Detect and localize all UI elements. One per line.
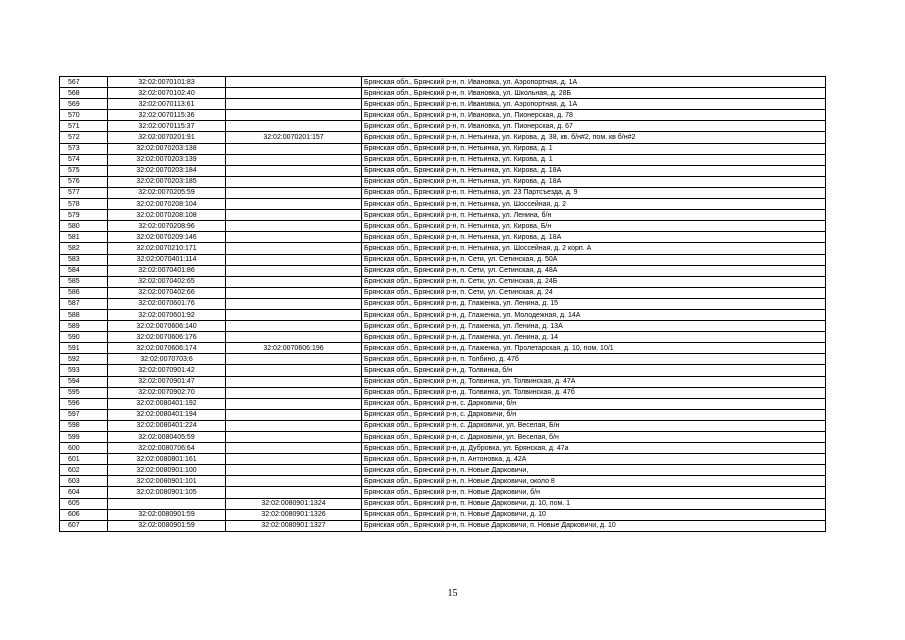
cadastral-number: 32:02:0070208:96	[108, 221, 226, 232]
row-number: 584	[60, 265, 108, 276]
cadastral-number: 32:02:0070208:104	[108, 199, 226, 210]
room-cadastral-number	[226, 309, 362, 320]
cadastral-number	[108, 498, 226, 509]
row-number: 573	[60, 143, 108, 154]
row-number: 578	[60, 199, 108, 210]
row-number: 583	[60, 254, 108, 265]
row-number: 603	[60, 476, 108, 487]
address-cell: Брянская обл., Брянский р-н, п. Нетьинка, ул. Кирова, д. 1	[362, 143, 826, 154]
row-number: 597	[60, 409, 108, 420]
table-row	[60, 77, 826, 88]
room-cadastral-number	[226, 165, 362, 176]
address-cell: Брянская обл., Брянский р-н, п. Нетьинка, ул. Кирова, Б/н	[362, 221, 826, 232]
room-cadastral-number	[226, 365, 362, 376]
row-number: 571	[60, 121, 108, 132]
room-cadastral-number	[226, 432, 362, 443]
cadastral-number: 32:02:0080405:59	[108, 432, 226, 443]
address-cell: Брянская обл., Брянский р-н, п. Нетьинка, ул. 23 Партсъезда, д. 9	[362, 187, 826, 198]
address-cell: Брянская обл., Брянский р-н, д. Толвинка, ул. Толвинская, д. 47б	[362, 387, 826, 398]
room-cadastral-number	[226, 187, 362, 198]
room-cadastral-number	[226, 321, 362, 332]
table-row	[60, 343, 826, 354]
cadastral-number: 32:02:0080801:161	[108, 454, 226, 465]
address-cell: Брянская обл., Брянский р-н, п. Ивановка, ул. Аэропортная, д. 1А	[362, 77, 826, 88]
row-number: 576	[60, 176, 108, 187]
address-cell: Брянская обл., Брянский р-н, с. Дарковичи, б/н	[362, 398, 826, 409]
room-cadastral-number	[226, 376, 362, 387]
table-row	[60, 420, 826, 431]
address-cell: Брянская обл., Брянский р-н, п. Ивановка, ул. Пионерская, д. 67	[362, 121, 826, 132]
row-number: 601	[60, 454, 108, 465]
table-row	[60, 498, 826, 509]
table-row	[60, 432, 826, 443]
room-cadastral-number	[226, 476, 362, 487]
row-number: 581	[60, 232, 108, 243]
cadastral-number: 32:02:0070201:91	[108, 132, 226, 143]
address-cell: Брянская обл., Брянский р-н, п. Нетьинка, ул. Кирова, д. 38, кв. б/н#2, пом. кв б/н#2	[362, 132, 826, 143]
page-number: 15	[447, 588, 458, 599]
row-number: 575	[60, 165, 108, 176]
cadastral-number: 32:02:0080901:59	[108, 509, 226, 520]
room-cadastral-number	[226, 243, 362, 254]
address-cell: Брянская обл., Брянский р-н, п. Новые Дарковичи, около 8	[362, 476, 826, 487]
address-cell: Брянская обл., Брянский р-н, с. Дарковичи, ул. Веселая, б/н	[362, 432, 826, 443]
room-cadastral-number	[226, 398, 362, 409]
room-cadastral-number	[226, 121, 362, 132]
address-cell: Брянская обл., Брянский р-н, д. Глаженка, ул. Молодежная, д. 14А	[362, 309, 826, 320]
row-number: 574	[60, 154, 108, 165]
row-number: 592	[60, 354, 108, 365]
row-number: 602	[60, 465, 108, 476]
cadastral-number: 32:02:0070210:171	[108, 243, 226, 254]
cadastral-number: 32:02:0070606:176	[108, 332, 226, 343]
cadastral-number: 32:02:0070115:36	[108, 110, 226, 121]
cadastral-number: 32:02:0070102:40	[108, 88, 226, 99]
table-row	[60, 298, 826, 309]
room-cadastral-number	[226, 354, 362, 365]
address-cell: Брянская обл., Брянский р-н, п. Нетьинка, ул. Кирова, д. 18А	[362, 232, 826, 243]
room-cadastral-number	[226, 387, 362, 398]
table-row	[60, 476, 826, 487]
table-row	[60, 398, 826, 409]
address-cell: Брянская обл., Брянский р-н, с. Дарковичи, ул. Веселая, Б/н	[362, 420, 826, 431]
table-row	[60, 276, 826, 287]
row-number: 580	[60, 221, 108, 232]
room-cadastral-number	[226, 143, 362, 154]
row-number: 594	[60, 376, 108, 387]
row-number: 595	[60, 387, 108, 398]
room-cadastral-number	[226, 154, 362, 165]
table-row	[60, 199, 826, 210]
table-row	[60, 154, 826, 165]
address-cell: Брянская обл., Брянский р-н, д. Толвинка, ул. Толвинская, д. 47А	[362, 376, 826, 387]
room-cadastral-number: 32:02:0070606:196	[226, 343, 362, 354]
table-row	[60, 110, 826, 121]
room-cadastral-number	[226, 487, 362, 498]
room-cadastral-number	[226, 420, 362, 431]
cadastral-number: 32:02:0070703:6	[108, 354, 226, 365]
room-cadastral-number	[226, 88, 362, 99]
room-cadastral-number	[226, 276, 362, 287]
cadastral-number: 32:02:0080901:100	[108, 465, 226, 476]
table-row	[60, 443, 826, 454]
table-row	[60, 332, 826, 343]
cadastral-number: 32:02:0070401:86	[108, 265, 226, 276]
address-cell: Брянская обл., Брянский р-н, п. Нетьинка, ул. Шоссейная, д. 2	[362, 199, 826, 210]
room-cadastral-number	[226, 77, 362, 88]
address-cell: Брянская обл., Брянский р-н, п. Нетьинка, ул. Кирова, д. 18А	[362, 165, 826, 176]
row-number: 599	[60, 432, 108, 443]
address-cell: Брянская обл., Брянский р-н, д. Глаженка, ул. Ленина, д. 14	[362, 332, 826, 343]
table-row	[60, 365, 826, 376]
cadastral-number: 32:02:0070401:114	[108, 254, 226, 265]
cadastral-number: 32:02:0070203:184	[108, 165, 226, 176]
address-cell: Брянская обл., Брянский р-н, п. Новые Дарковичи,	[362, 465, 826, 476]
address-cell: Брянская обл., Брянский р-н, п. Ивановка, ул. Школьная, д. 28Б	[362, 88, 826, 99]
table-row	[60, 409, 826, 420]
address-cell: Брянская обл., Брянский р-н, п. Антоновка, д. 42А	[362, 454, 826, 465]
cadastral-number: 32:02:0080901:59	[108, 520, 226, 531]
row-number: 586	[60, 287, 108, 298]
row-number: 570	[60, 110, 108, 121]
address-cell: Брянская обл., Брянский р-н, с. Дарковичи, б/н	[362, 409, 826, 420]
room-cadastral-number	[226, 99, 362, 110]
address-cell: Брянская обл., Брянский р-н, п. Сети, ул. Сетинская, д. 50А	[362, 254, 826, 265]
table-row	[60, 254, 826, 265]
row-number: 567	[60, 77, 108, 88]
table-row	[60, 210, 826, 221]
row-number: 591	[60, 343, 108, 354]
cadastral-number: 32:02:0080901:105	[108, 487, 226, 498]
address-cell: Брянская обл., Брянский р-н, п. Нетьинка, ул. Ленина, б/н	[362, 210, 826, 221]
table-row	[60, 165, 826, 176]
table-row	[60, 221, 826, 232]
cadastral-number: 32:02:0070402:66	[108, 287, 226, 298]
table-row	[60, 520, 826, 531]
cadastral-number: 32:02:0070901:47	[108, 376, 226, 387]
room-cadastral-number	[226, 465, 362, 476]
table-row	[60, 132, 826, 143]
row-number: 605	[60, 498, 108, 509]
address-cell: Брянская обл., Брянский р-н, п. Сети, ул. Сетинская, д. 48А	[362, 265, 826, 276]
address-cell: Брянская обл., Брянский р-н, п. Ивановка, ул. Пионерская, д. 78	[362, 110, 826, 121]
table-row	[60, 176, 826, 187]
row-number: 588	[60, 309, 108, 320]
row-number: 593	[60, 365, 108, 376]
row-number: 582	[60, 243, 108, 254]
cadastral-number: 32:02:0070113:61	[108, 99, 226, 110]
room-cadastral-number: 32:02:0080901:1324	[226, 498, 362, 509]
address-cell: Брянская обл., Брянский р-н, д. Глаженка, ул. Ленина, д. 15	[362, 298, 826, 309]
table-row	[60, 309, 826, 320]
room-cadastral-number	[226, 199, 362, 210]
room-cadastral-number	[226, 443, 362, 454]
address-cell: Брянская обл., Брянский р-н, п. Сети, ул. Сетинская, д. 24	[362, 287, 826, 298]
table-row	[60, 321, 826, 332]
row-number: 577	[60, 187, 108, 198]
table-row	[60, 121, 826, 132]
row-number: 607	[60, 520, 108, 531]
cadastral-number: 32:02:0080901:101	[108, 476, 226, 487]
table-row	[60, 509, 826, 520]
row-number: 604	[60, 487, 108, 498]
room-cadastral-number	[226, 454, 362, 465]
row-number: 585	[60, 276, 108, 287]
address-cell: Брянская обл., Брянский р-н, п. Ивановка, ул. Аэропортная, д. 1А	[362, 99, 826, 110]
table-row	[60, 454, 826, 465]
row-number: 572	[60, 132, 108, 143]
cadastral-number: 32:02:0070902:70	[108, 387, 226, 398]
cadastral-number: 32:02:0080401:192	[108, 398, 226, 409]
address-cell: Брянская обл., Брянский р-н, д. Глаженка, ул. Ленина, д. 13А	[362, 321, 826, 332]
room-cadastral-number	[226, 110, 362, 121]
address-cell: Брянская обл., Брянский р-н, п. Новые Дарковичи, д. 10	[362, 509, 826, 520]
cadastral-number: 32:02:0070205:59	[108, 187, 226, 198]
address-cell: Брянская обл., Брянский р-н, д. Дубровка, ул. Брянская, д. 47а	[362, 443, 826, 454]
cadastral-number: 32:02:0070601:76	[108, 298, 226, 309]
address-cell: Брянская обл., Брянский р-н, п. Нетьинка, ул. Кирова, д. 1	[362, 154, 826, 165]
cadastral-number: 32:02:0070606:140	[108, 321, 226, 332]
row-number: 590	[60, 332, 108, 343]
address-cell: Брянская обл., Брянский р-н, д. Толвинка, б/н	[362, 365, 826, 376]
room-cadastral-number	[226, 232, 362, 243]
address-cell: Брянская обл., Брянский р-н, п. Новые Дарковичи, п. Новые Дарковичи, д. 10	[362, 520, 826, 531]
cadastral-number: 32:02:0070601:92	[108, 309, 226, 320]
row-number: 568	[60, 88, 108, 99]
cadastral-number: 32:02:0070209:146	[108, 232, 226, 243]
cadastral-number: 32:02:0070606:174	[108, 343, 226, 354]
property-table-body	[60, 77, 826, 532]
row-number: 596	[60, 398, 108, 409]
room-cadastral-number	[226, 221, 362, 232]
row-number: 589	[60, 321, 108, 332]
room-cadastral-number	[226, 287, 362, 298]
table-row	[60, 143, 826, 154]
cadastral-number: 32:02:0070203:138	[108, 143, 226, 154]
table-row	[60, 465, 826, 476]
cadastral-number: 32:02:0070901:42	[108, 365, 226, 376]
table-row	[60, 265, 826, 276]
table-row	[60, 287, 826, 298]
address-cell: Брянская обл., Брянский р-н, д. Глаженка, ул. Пролетарская, д. 10, пом. 10/1	[362, 343, 826, 354]
room-cadastral-number: 32:02:0070201:157	[226, 132, 362, 143]
cadastral-number: 32:02:0070115:37	[108, 121, 226, 132]
room-cadastral-number: 32:02:0080901:1327	[226, 520, 362, 531]
row-number: 606	[60, 509, 108, 520]
table-row	[60, 99, 826, 110]
table-row	[60, 232, 826, 243]
room-cadastral-number	[226, 254, 362, 265]
address-cell: Брянская обл., Брянский р-н, п. Нетьинка, ул. Кирова, д. 18А	[362, 176, 826, 187]
table-row	[60, 487, 826, 498]
table-row	[60, 187, 826, 198]
cadastral-number: 32:02:0070208:108	[108, 210, 226, 221]
address-cell: Брянская обл., Брянский р-н, п. Новые Дарковичи, д. 10, пом. 1	[362, 498, 826, 509]
cadastral-number: 32:02:0070402:65	[108, 276, 226, 287]
cadastral-number: 32:02:0070203:185	[108, 176, 226, 187]
cadastral-number: 32:02:0070101:83	[108, 77, 226, 88]
cadastral-number: 32:02:0080706:64	[108, 443, 226, 454]
row-number: 569	[60, 99, 108, 110]
cadastral-number: 32:02:0070203:139	[108, 154, 226, 165]
address-cell: Брянская обл., Брянский р-н, п. Новые Дарковичи, б/н	[362, 487, 826, 498]
table-row	[60, 243, 826, 254]
row-number: 579	[60, 210, 108, 221]
table-row	[60, 387, 826, 398]
address-cell: Брянская обл., Брянский р-н, п. Нетьинка, ул. Шоссейная, д. 2 корп. А	[362, 243, 826, 254]
room-cadastral-number	[226, 298, 362, 309]
room-cadastral-number	[226, 332, 362, 343]
row-number: 598	[60, 420, 108, 431]
table-row	[60, 354, 826, 365]
cadastral-number: 32:02:0080401:194	[108, 409, 226, 420]
room-cadastral-number: 32:02:0080901:1326	[226, 509, 362, 520]
address-cell: Брянская обл., Брянский р-н, п. Сети, ул. Сетинская, д. 24Б	[362, 276, 826, 287]
room-cadastral-number	[226, 210, 362, 221]
room-cadastral-number	[226, 409, 362, 420]
room-cadastral-number	[226, 265, 362, 276]
address-cell: Брянская обл., Брянский р-н, п. Толбино, д. 47б	[362, 354, 826, 365]
row-number: 600	[60, 443, 108, 454]
row-number: 587	[60, 298, 108, 309]
table-row	[60, 376, 826, 387]
table-row	[60, 88, 826, 99]
room-cadastral-number	[226, 176, 362, 187]
cadastral-number: 32:02:0080401:224	[108, 420, 226, 431]
property-table	[59, 76, 826, 532]
